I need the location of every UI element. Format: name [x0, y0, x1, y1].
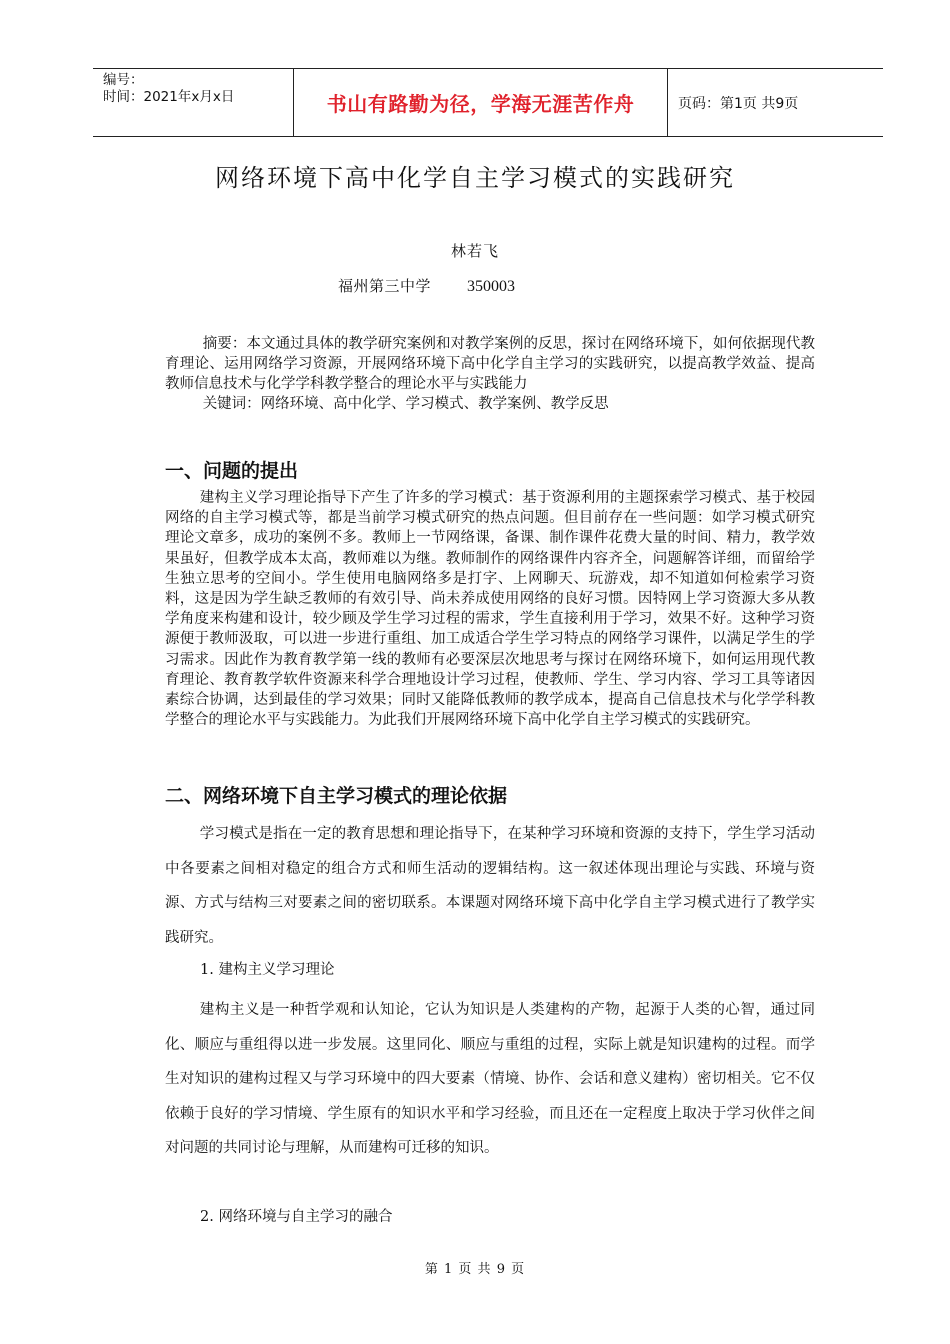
section2-paragraph: 学习模式是指在一定的教育思想和理论指导下，在某种学习环境和资源的支持下，学生学习活动中各要素之间相对稳定的组合方式和师生活动的逻辑结构。这一叙述体现出理论与实践、环境与资源、方式与结构三对要素之间的密切联系。本课题对网络环境下高中化学自主学习模式进行了教学实践研究。 — [165, 826, 815, 946]
subsection1-heading: 1. 建构主义学习理论 — [200, 962, 335, 978]
subsection1-paragraph: 建构主义是一种哲学观和认知论，它认为知识是人类建构的产物，起源于人类的心智，通过同化、顺应与重组得以进一步发展。这里同化、顺应与重组的过程，实际上就是知识建构的过程。而学生对知识的建构过程又与学习环境中的四大要素（情境、协作、会话和意义建构）密切相关。它不仅依赖于良好的学习情境、学生原有的知识水平和学习经验，而且还在一定程度上取决于学习伙伴之间对问题的共同讨论与理解，从而建构可迁移的知识。 — [165, 1002, 815, 1157]
abstract-block — [165, 334, 815, 414]
affiliation — [338, 275, 515, 296]
page-title: 网络环境下高中化学自主学习模式的实践研究 — [215, 164, 735, 192]
page-header — [93, 68, 883, 137]
page-footer: 第 1 页 共 9 页 — [424, 1262, 526, 1277]
affiliation-name: 福州第三中学 — [338, 277, 432, 295]
abstract: 摘要：本文通过具体的教学研究案例和对教学案例的反思，探讨在网络环境下，如何依据现代教育理论、运用网络学习资源，开展网络环境下高中化学自主学习的实践研究，以提高教学效益、提高教师信息技术与化学学科教学整合的理论水平与实践能力 — [165, 336, 815, 392]
header-motto-cell — [294, 69, 668, 136]
number-label: 编号： — [103, 72, 144, 88]
author: 林若飞 — [450, 242, 499, 260]
section2-heading: 二、网络环境下自主学习模式的理论依据 — [165, 785, 508, 807]
keywords: 关键词：网络环境、高中化学、学习模式、教学案例、教学反思 — [202, 396, 609, 412]
header-meta — [93, 69, 294, 136]
time-label: 时间：2021年x月x日 — [103, 89, 235, 105]
header-page-info: 页码：第1页 共9页 — [678, 95, 799, 112]
section1-heading: 一、问题的提出 — [165, 460, 299, 482]
motto: 书山有路勤为径，学海无涯苦作舟 — [326, 92, 635, 116]
postcode: 350003 — [467, 278, 516, 295]
section1-paragraph: 建构主义学习理论指导下产生了许多的学习模式：基于资源利用的主题探索学习模式、基于校园网络的自主学习模式等，都是当前学习模式研究的热点问题。但目前存在一些问题：如学习模式研究理论文章多，成功的案例不多。教师上一节网络课，备课、制作课件花费大量的时间、精力，教学效果虽好，但教学成本太高，教师难以为继。教师制作的网络课件内容齐全，问题解答详细，而留给学生独立思考的空间小。学生使用电脑网络多是打字、上网聊天、玩游戏，却不知道如何检索学习资料，这是因为学生缺乏教师的有效引导、尚未养成使用网络的良好习惯。因特网上学习资源大多从教学角度来构建和设计，较少顾及学生学习过程的需求，学生直接利用于学习，效果不好。这种学习资源便于教师汲取，可以进一步进行重组、加工成适合学生学习特点的网络学习课件，以满足学生的学习需求。因此作为教育教学第一线的教师有必要深层次地思考与探讨在网络环境下，如何运用现代教育理论、教育教学软件资源来科学合理地设计学习过程，使教师、学生、学习内容、学习工具等诸因素综合协调，达到最佳的学习效果；同时又能降低教师的教学成本，提高自己信息技术与化学学科教学整合的理论水平与实践能力。为此我们开展网络环境下高中化学自主学习模式的实践研究。 — [165, 490, 815, 729]
subsection2-heading: 2. 网络环境与自主学习的融合 — [200, 1209, 393, 1225]
